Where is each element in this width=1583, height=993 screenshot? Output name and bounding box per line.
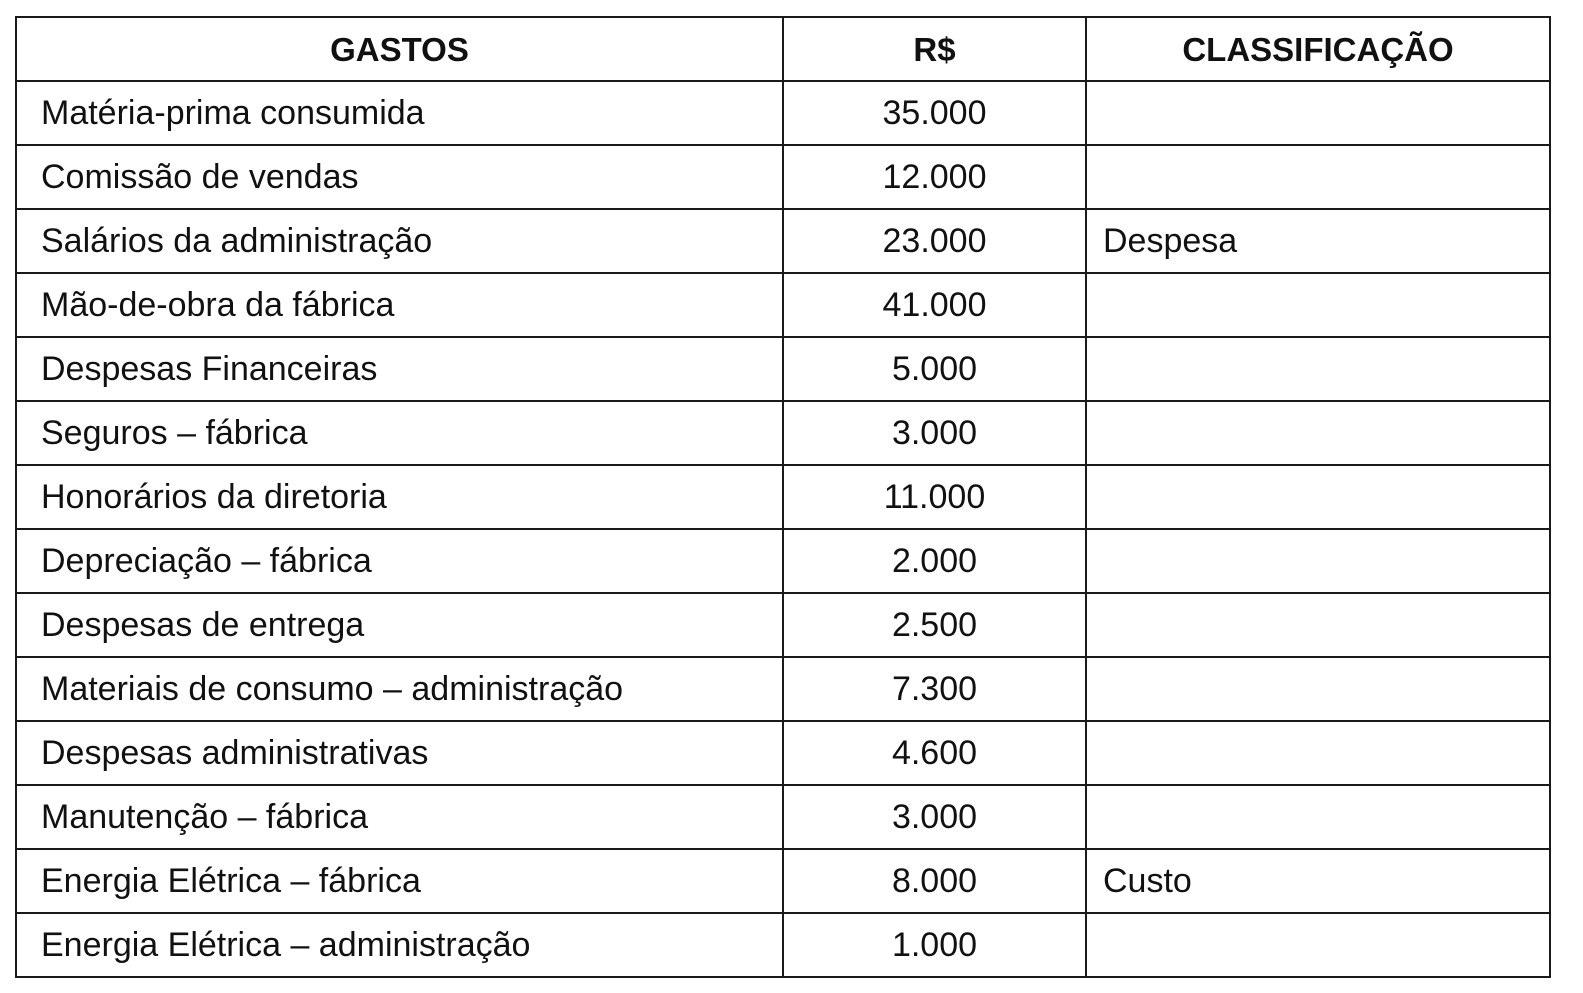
cell-valor: 41.000 [783, 273, 1086, 337]
cell-gasto: Mão-de-obra da fábrica [16, 273, 783, 337]
cell-classificacao [1086, 657, 1550, 721]
cell-classificacao [1086, 721, 1550, 785]
cell-gasto: Energia Elétrica – fábrica [16, 849, 783, 913]
cell-valor: 23.000 [783, 209, 1086, 273]
table-row [16, 81, 1550, 145]
table-row [16, 337, 1550, 401]
cell-gasto: Despesas administrativas [16, 721, 783, 785]
cell-gasto: Seguros – fábrica [16, 401, 783, 465]
column-header-classificacao: CLASSIFICAÇÃO [1086, 17, 1550, 81]
table-row [16, 529, 1550, 593]
cell-valor: 11.000 [783, 465, 1086, 529]
cell-classificacao [1086, 273, 1550, 337]
cell-classificacao [1086, 785, 1550, 849]
table-row [16, 145, 1550, 209]
cell-classificacao: Custo [1086, 849, 1550, 913]
cell-valor: 3.000 [783, 401, 1086, 465]
table-row [16, 657, 1550, 721]
cell-gasto: Energia Elétrica – administração [16, 913, 783, 977]
table-row [16, 721, 1550, 785]
cell-gasto: Honorários da diretoria [16, 465, 783, 529]
cell-valor: 7.300 [783, 657, 1086, 721]
cell-valor: 2.000 [783, 529, 1086, 593]
cell-classificacao [1086, 337, 1550, 401]
cell-valor: 4.600 [783, 721, 1086, 785]
cell-classificacao [1086, 529, 1550, 593]
cell-gasto: Despesas de entrega [16, 593, 783, 657]
cell-classificacao [1086, 593, 1550, 657]
column-header-valor: R$ [783, 17, 1086, 81]
cell-gasto: Materiais de consumo – administração [16, 657, 783, 721]
cell-gasto: Comissão de vendas [16, 145, 783, 209]
table-row [16, 849, 1550, 913]
table-row [16, 401, 1550, 465]
table-header-row [16, 17, 1550, 81]
cell-classificacao [1086, 465, 1550, 529]
expense-table-container [15, 16, 1549, 978]
cell-classificacao [1086, 913, 1550, 977]
table-row [16, 273, 1550, 337]
table-row [16, 593, 1550, 657]
cell-gasto: Depreciação – fábrica [16, 529, 783, 593]
cell-valor: 12.000 [783, 145, 1086, 209]
table-row [16, 465, 1550, 529]
cell-valor: 1.000 [783, 913, 1086, 977]
cell-gasto: Despesas Financeiras [16, 337, 783, 401]
cell-classificacao [1086, 401, 1550, 465]
cell-valor: 8.000 [783, 849, 1086, 913]
cell-valor: 2.500 [783, 593, 1086, 657]
cell-classificacao: Despesa [1086, 209, 1550, 273]
table-row [16, 785, 1550, 849]
cell-gasto: Manutenção – fábrica [16, 785, 783, 849]
cell-valor: 35.000 [783, 81, 1086, 145]
cell-valor: 3.000 [783, 785, 1086, 849]
cell-classificacao [1086, 81, 1550, 145]
cell-gasto: Salários da administração [16, 209, 783, 273]
cell-valor: 5.000 [783, 337, 1086, 401]
cell-gasto: Matéria-prima consumida [16, 81, 783, 145]
table-row [16, 913, 1550, 977]
column-header-gastos: GASTOS [16, 17, 783, 81]
expense-classification-table [15, 16, 1551, 978]
cell-classificacao [1086, 145, 1550, 209]
table-row [16, 209, 1550, 273]
